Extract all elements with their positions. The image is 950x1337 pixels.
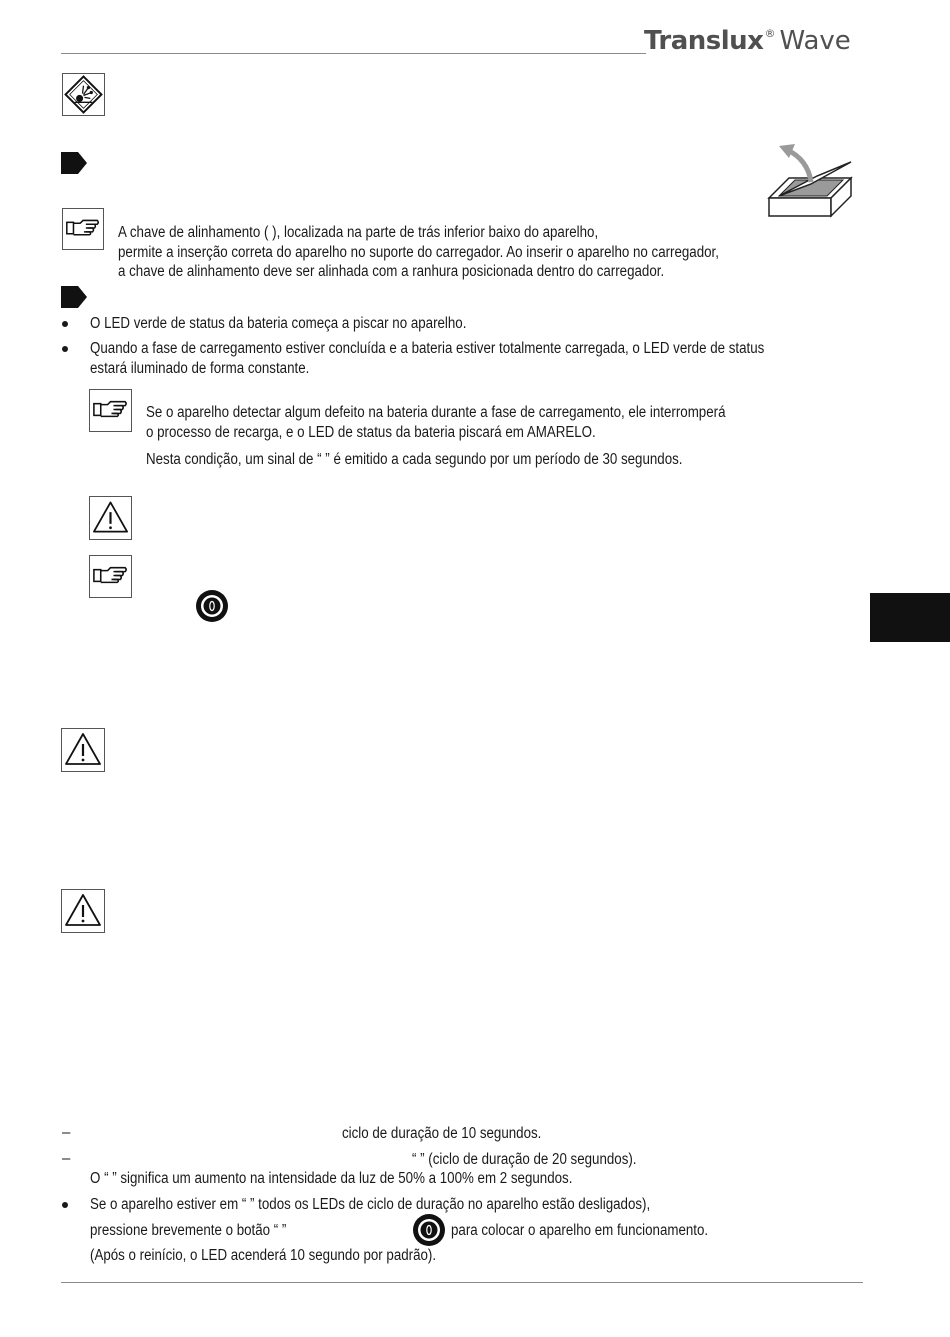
list-item-press-button-cont: para colocar o aparelho em funcionamento.	[451, 1222, 709, 1239]
bullet-dot	[62, 346, 68, 352]
note-alignment-line-1: A chave de alinhamento ( ), localizada na parte de trás inferior baixo do aparelho,	[118, 224, 599, 241]
note-alignment-line-2: permite a inserção correta do aparelho no suporte do carregador. Ao inserir o aparelho no carregador,	[118, 244, 719, 261]
list-item-restart-note: (Após o reinício, o LED acenderá 10 segundo por padrão).	[90, 1247, 437, 1264]
step-arrow-icon	[61, 286, 87, 308]
list-item-charge-complete: Quando a fase de carregamento estiver concluída e a bateria estiver totalmente carregada, o LED verde de status	[90, 340, 765, 357]
bullet-dot	[62, 1202, 68, 1208]
warning-triangle-icon	[61, 728, 105, 772]
list-item-press-button: pressione brevemente o botão “ ”	[90, 1222, 287, 1239]
charger-lid-icon	[765, 140, 855, 218]
section-tab	[870, 593, 950, 642]
mode-soft-start-text: O “ ” significa um aumento na intensidade da luz de 50% a 100% em 2 segundos.	[90, 1170, 573, 1187]
warning-triangle-icon	[61, 889, 105, 933]
brand-registered-mark: ®	[764, 27, 776, 40]
pointing-hand-icon	[89, 555, 132, 598]
list-item-led-blinking: O LED verde de status da bateria começa a piscar no aparelho.	[90, 315, 467, 332]
explosion-hazard-icon	[62, 73, 105, 116]
brand-logo	[644, 26, 851, 56]
step-arrow-icon	[61, 152, 87, 174]
brand-suffix: Wave	[779, 26, 851, 56]
warning-triangle-icon	[89, 496, 132, 540]
pointing-hand-icon	[89, 389, 132, 432]
header-rule	[61, 53, 646, 54]
list-item-standby: Se o aparelho estiver em “ ” todos os LEDs de ciclo de duração no aparelho estão desligados),	[90, 1196, 651, 1213]
note-defect-line-2: o processo de recarga, e o LED de status da bateria piscará em AMARELO.	[146, 424, 596, 441]
bullet-dot	[62, 321, 68, 327]
note-defect-line-1: Se o aparelho detectar algum defeito na bateria durante a fase de carregamento, ele interromperá	[146, 404, 726, 421]
brand-name: Translux	[644, 26, 764, 56]
dash-marker: –	[62, 1150, 71, 1167]
note-defect-line-3: Nesta condição, um sinal de “ ” é emitido a cada segundo por um período de 30 segundos.	[146, 451, 683, 468]
power-button-icon	[412, 1213, 446, 1247]
note-alignment-line-3: a chave de alinhamento deve ser alinhada com a ranhura posicionada dentro do carregador.	[118, 263, 665, 280]
pointing-hand-icon	[62, 208, 104, 250]
footer-rule	[61, 1282, 863, 1283]
power-button-icon	[195, 589, 229, 623]
list-item-charge-complete-cont: estará iluminado de forma constante.	[90, 360, 310, 377]
dash-marker: –	[62, 1124, 71, 1141]
mode-20s-text: “ ” (ciclo de duração de 20 segundos).	[412, 1151, 637, 1168]
mode-10s-text: ciclo de duração de 10 segundos.	[342, 1125, 542, 1142]
